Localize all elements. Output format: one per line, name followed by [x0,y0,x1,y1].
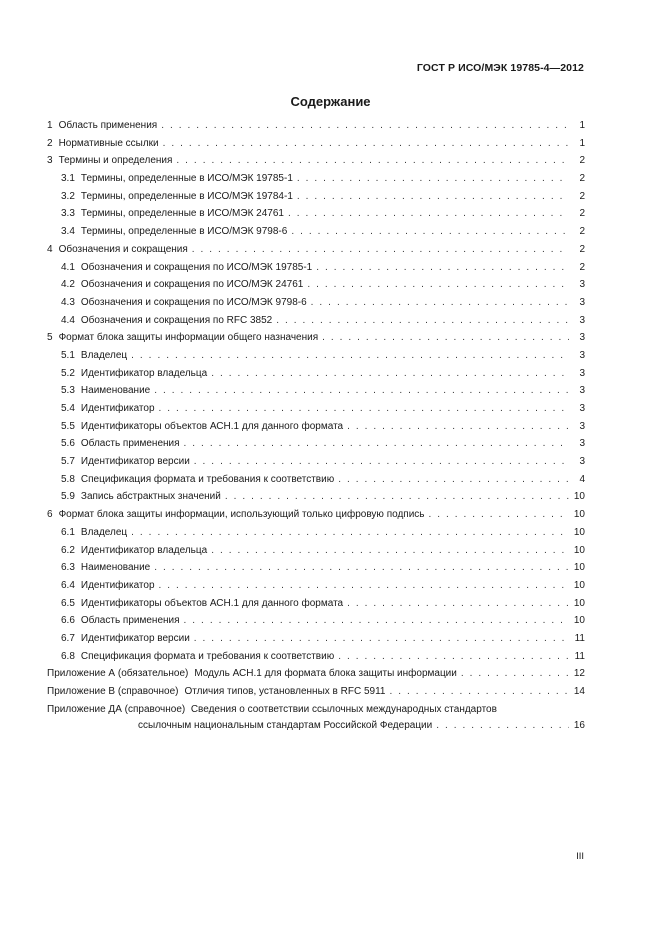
toc-entry[interactable] [47,120,585,138]
dot-leader [389,686,569,697]
toc-entry-number: 5.2 [61,367,75,379]
toc-entry-title: Идентификатор [80,579,155,591]
toc-entry[interactable] [47,474,585,492]
appendix-da-line1 [47,704,585,720]
toc-entry-number: 5.9 [61,491,75,503]
appendix-da-line2 [47,720,585,738]
toc-entry-page: 3 [579,367,585,379]
dot-leader [429,509,570,520]
toc-entry-page: 3 [579,296,585,308]
dot-leader [161,120,569,131]
toc-entry-page: 3 [579,403,585,414]
dot-leader [347,598,569,609]
toc-entry-title: Идентификаторы объектов АСН.1 для данного формата [80,597,344,609]
dot-leader [184,438,569,449]
dot-leader [176,155,569,166]
toc-entry-page: 10 [573,562,585,574]
toc-entry-page: 2 [579,243,585,255]
document-code: ГОСТ Р ИСО/МЭК 19785-4—2012 [416,62,584,74]
toc-entry-page: 10 [573,491,585,503]
dot-leader [159,580,569,591]
toc-entry[interactable] [47,208,585,226]
toc-entry-title: Спецификация формата и требования к соответствию [80,650,335,662]
toc-entry-number: 6.3 [61,562,75,574]
toc-entry-title: Идентификатор версии [80,456,190,468]
toc-entry-title: Наименование [80,385,151,397]
toc-entry-page: 3 [579,314,585,326]
appendix-label: Приложение А (обязательное) [47,668,189,680]
toc-entry-page: 2 [579,208,585,220]
toc-entry-number: 6.8 [61,650,75,662]
toc-entry-page: 10 [573,509,585,521]
toc-entry[interactable] [47,350,585,368]
toc-entry-page: 10 [573,526,585,538]
toc-entry-number: 5.4 [61,403,75,414]
toc-entry-number: 5.6 [61,438,75,450]
toc-entry[interactable] [47,226,585,244]
toc-entry[interactable] [47,403,585,421]
toc-entry-title: Обозначения и сокращения по ИСО/МЭК 9798-6 [80,296,307,308]
toc-entry[interactable] [47,279,585,297]
toc-entry-number: 6.5 [61,597,75,609]
toc-entry-page: 10 [573,544,585,556]
toc-entry[interactable] [47,545,585,563]
toc-entry-page: 3 [579,456,585,468]
appendix-da-title-line1: Сведения о соответствии ссылочных международных стандартов [190,703,497,715]
toc-entry-page: 2 [579,173,585,185]
toc-entry-title: Формат блока защиты информации, использующий только цифровую подпись [58,509,425,521]
toc-entry-title: Термины, определенные в ИСО/МЭК 19785-1 [80,173,293,185]
toc-entry[interactable] [47,598,585,616]
toc-entry-title: Обозначения и сокращения по RFC 3852 [80,314,273,326]
toc-entry-page: 3 [579,332,585,344]
dot-leader [297,173,569,184]
toc-entry-page: 2 [579,190,585,202]
toc-entry-page: 1 [579,120,585,131]
toc-entry-number: 6.1 [61,526,75,538]
toc-entry[interactable] [47,315,585,333]
dot-leader [436,720,569,731]
toc-entry-number: 6.7 [61,632,75,644]
toc-entry-title: Термины, определенные в ИСО/МЭК 24761 [80,208,284,220]
toc-entry-title: Наименование [80,562,151,574]
toc-entry-page: 11 [574,632,585,644]
appendix-da-title-line2: ссылочным национальным стандартам Российской Федерации [138,719,433,731]
toc-entry[interactable] [47,155,585,173]
toc-entry[interactable] [47,385,585,403]
toc-entry[interactable] [47,332,585,350]
appendix-title: Отличия типов, установленных в RFC 5911 [184,686,386,697]
toc-entry-number: 3.2 [61,190,75,202]
dot-leader [211,545,569,556]
toc-entry-page: 2 [579,155,585,167]
toc-entry-title: Термины, определенные в ИСО/МЭК 9798-6 [80,226,288,238]
toc-entry-title: Обозначения и сокращения по ИСО/МЭК 19785-1 [80,261,313,273]
appendix-da-page: 16 [573,719,585,731]
toc-entry-number: 6.2 [61,544,75,556]
toc-entry[interactable] [47,580,585,598]
dot-leader [347,421,569,432]
toc-entry-page: 1 [579,137,585,149]
toc-entry-number: 5.8 [61,473,75,485]
toc-entry-number: 5.7 [61,456,75,468]
toc-title: Содержание [290,94,371,109]
toc-entry-page: 10 [573,615,585,627]
toc-entry-page: 3 [579,438,585,450]
toc-entry[interactable] [47,456,585,474]
toc-entry-title: Область применения [80,438,180,450]
dot-leader [131,350,569,361]
toc-entry[interactable] [47,244,585,262]
toc-entry-number: 4.3 [61,296,75,308]
toc-entry-title: Область применения [80,615,180,627]
toc-entry-number: 5 [47,332,53,344]
toc-entry[interactable] [47,262,585,280]
dot-leader [194,456,569,467]
appendix-title: Модуль АСН.1 для формата блока защиты информации [194,668,457,680]
toc-entry-page: 3 [579,385,585,397]
toc-entry[interactable] [47,491,585,509]
toc-entry-title: Владелец [80,526,128,538]
dot-leader [322,332,569,343]
toc-entry[interactable] [47,421,585,439]
toc-entry-title: Запись абстрактных значений [80,491,221,503]
toc-entry[interactable] [47,527,585,545]
dot-leader [276,315,569,326]
toc-entry-number: 5.1 [61,349,75,361]
toc-entry-number: 3.4 [61,226,75,238]
toc-entry-title: Термины и определения [58,155,173,167]
toc-entry-page: 10 [573,579,585,591]
toc-entry-title: Нормативные ссылки [58,137,159,149]
toc-entry-page: 4 [579,473,585,485]
toc-entry[interactable] [47,191,585,209]
toc-entry-page: 10 [573,597,585,609]
toc-entry[interactable] [47,562,585,580]
toc-entry[interactable] [47,138,585,156]
dot-leader [461,668,569,679]
appendix-da-label: Приложение ДА (справочное) [47,703,186,715]
toc-entry[interactable] [47,615,585,633]
dot-leader [291,226,569,237]
toc-entry-page: 2 [579,226,585,238]
table-of-contents [47,120,585,737]
toc-entry-number: 5.5 [61,420,75,432]
toc-entry-title: Идентификатор версии [80,632,190,644]
toc-entry-number: 3 [47,155,53,167]
dot-leader [159,403,569,414]
toc-entry-title: Идентификатор владельца [80,544,208,556]
dot-leader [297,191,569,202]
toc-entry-title: Область применения [58,120,158,131]
appendix-page: 12 [573,668,585,680]
toc-entry-page: 3 [579,279,585,291]
toc-entry-number: 2 [47,137,53,149]
dot-leader [211,368,569,379]
toc-entry[interactable] [47,368,585,386]
toc-entry-number: 6.6 [61,615,75,627]
toc-entry-number: 3.3 [61,208,75,220]
toc-entry[interactable] [47,173,585,191]
toc-entry[interactable] [47,633,585,651]
dot-leader [225,491,569,502]
toc-entry-page: 2 [579,261,585,273]
dot-leader [154,385,569,396]
dot-leader [131,527,569,538]
dot-leader [163,138,569,149]
toc-entry-number: 4 [47,243,53,255]
dot-leader [194,633,569,644]
dot-leader [288,208,569,219]
page-number: III [576,851,584,862]
toc-entry-title: Идентификатор [80,403,155,414]
dot-leader [307,279,569,290]
appendix-page: 14 [573,686,585,697]
dot-leader [192,244,569,255]
toc-appendix[interactable] [47,686,585,704]
toc-entry-title: Спецификация формата и требования к соответствию [80,473,335,485]
appendix-label: Приложение В (справочное) [47,686,179,697]
toc-entry-title: Обозначения и сокращения [58,243,188,255]
toc-entry-page: 11 [574,650,585,662]
toc-entry-number: 4.2 [61,279,75,291]
toc-entry-number: 6.4 [61,579,75,591]
toc-entry-title: Идентификаторы объектов АСН.1 для данного формата [80,420,344,432]
toc-entry-number: 4.1 [61,261,75,273]
toc-entry-number: 1 [47,120,53,131]
toc-entry-title: Обозначения и сокращения по ИСО/МЭК 24761 [80,279,304,291]
toc-entry-title: Формат блока защиты информации общего назначения [58,332,319,344]
toc-entry-page: 3 [579,420,585,432]
toc-entry[interactable] [47,651,585,669]
toc-entry[interactable] [47,438,585,456]
toc-entry-number: 6 [47,509,53,521]
toc-entry[interactable] [47,297,585,315]
toc-entry-number: 5.3 [61,385,75,397]
dot-leader [311,297,569,308]
toc-entry-number: 3.1 [61,173,75,185]
toc-entry-page: 3 [579,349,585,361]
toc-entry-number: 4.4 [61,314,75,326]
toc-entry[interactable] [47,509,585,527]
toc-appendix[interactable] [47,668,585,686]
dot-leader [316,262,569,273]
toc-entry-title: Термины, определенные в ИСО/МЭК 19784-1 [80,190,293,202]
dot-leader [338,651,569,662]
toc-entry-title: Идентификатор владельца [80,367,208,379]
toc-entry-title: Владелец [80,349,128,361]
toc-appendix-da[interactable] [47,704,585,738]
dot-leader [338,474,569,485]
dot-leader [154,562,569,573]
dot-leader [184,615,569,626]
